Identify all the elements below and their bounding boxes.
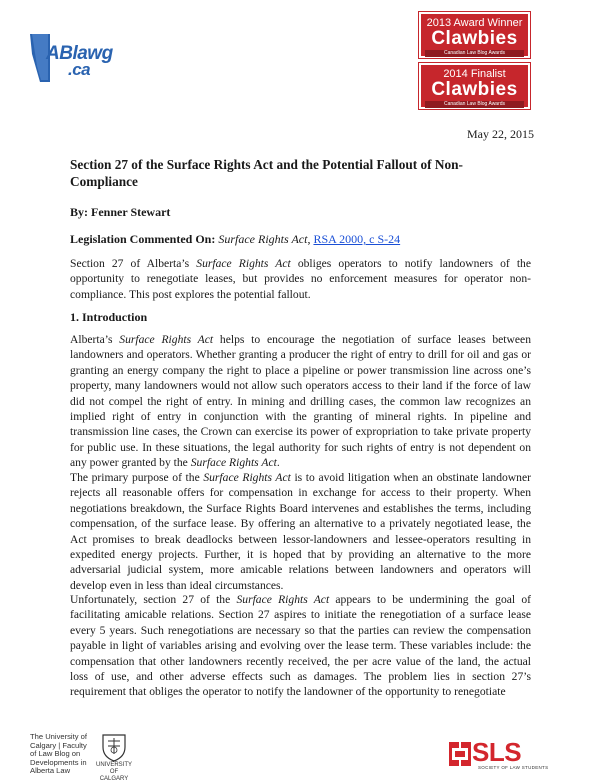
university-crest-icon	[100, 732, 128, 762]
award-subtitle: Canadian Law Blog Awards	[425, 50, 524, 57]
sls-emblem-icon	[448, 740, 474, 770]
award-year: 2014 Finalist	[443, 68, 506, 80]
legislation-act: Surface Rights Act	[218, 232, 308, 246]
sls-subtitle: SOCIETY OF LAW STUDENTS	[478, 765, 549, 770]
sls-logo[interactable]	[448, 738, 548, 772]
clawbies-award-badge[interactable]	[419, 12, 530, 58]
ablawg-suffix: .ca	[68, 60, 91, 79]
summary-paragraph: Section 27 of Alberta’s Surface Rights Act obliges operators to notify landowners of the opportunity to renegotiate leases, but provides no enforcement measures for operator non-compliance. This post explores the potential fallout.	[70, 257, 531, 301]
post-title: Section 27 of the Surface Rights Act and the Potential Fallout of Non-Compliance	[70, 157, 463, 189]
ablawg-wordmark: ABlawg	[46, 43, 113, 64]
award-name: Clawbies	[431, 28, 518, 49]
ablawg-logo[interactable]	[28, 24, 113, 92]
body-paragraph-1: Alberta’s Surface Rights Act helps to encourage the negotiation of surface leases between landowners and operators. Whether granting a producer the right of entry to drill for oil and gas or granting an energy company the right to place a pipeline or power transmission line across one’s property, many landowners would not allow such operators access to their land if the force of law did not compel the right of entry. In mining and drilling cases, the common law recognizes an implied right of entry in conjunction with the granting of mineral rights. In pipeline and transmission line cases, the Crown can exercise its power of expropriation to take private property for public use. In these situations, the legal authority for such rights of entry is not dependent on any power granted by the Surface Rights Act.	[70, 333, 531, 470]
section-heading: 1. Introduction	[70, 310, 148, 324]
legislation-separator: ,	[307, 232, 311, 246]
legislation-label: Legislation Commented On:	[70, 232, 216, 246]
body-paragraph-3: Unfortunately, section 27 of the Surface Rights Act appears to be undermining the goal of facilitating amicable relations. Section 27 aspires to initiate the renegotiation of a surface lease every 5 years. Such renegotiations are necessary so that the parties can review the compensation payable in light of variables arising and evolving over the lease term. These variables include: the compensation that other landowners recently received, the per acre value of the land, the actual loss of use, and other adverse effects such as damages. The problem lies in section 27’s requirement that obliges the operator to notify the landowner of the opportunity to renegotiate	[70, 593, 531, 699]
post-byline: By: Fenner Stewart	[70, 205, 171, 219]
sls-wordmark: SLS	[472, 737, 522, 767]
post-date: May 22, 2015	[467, 127, 534, 141]
legislation-citation-link[interactable]: RSA 2000, c S-24	[313, 232, 401, 246]
university-of-calgary-wordmark: UNIVERSITY OF CALGARY	[95, 762, 132, 782]
award-year: 2013 Award Winner	[426, 17, 523, 29]
body-paragraph-2: The primary purpose of the Surface Rights Act is to avoid litigation when an obstinate landowner rejects all reasonable offers for compensation in exchange for access to their property. When negotiations breakdown, the Surface Rights Board intervenes and establishes the terms, including compensation, of the surface lease. By offering an alternative to a privately negotiated lease, the Act promises to break deadlocks between lessor-landowners and lessee-operators resulting in expedited energy projects. Further, it is hoped that by providing an alternative to the more adversarial judicial system, more amicable relations between landowners and operators will develop even in less than ideal circumstances.	[70, 471, 531, 592]
ulaw-blog-credit: The University of Calgary | Faculty of Law Blog on Developments in Alberta Law	[30, 732, 87, 775]
legislation-line	[70, 232, 400, 247]
clawbies-finalist-badge[interactable]	[419, 63, 530, 109]
award-name: Clawbies	[431, 79, 518, 100]
award-subtitle: Canadian Law Blog Awards	[425, 101, 524, 108]
